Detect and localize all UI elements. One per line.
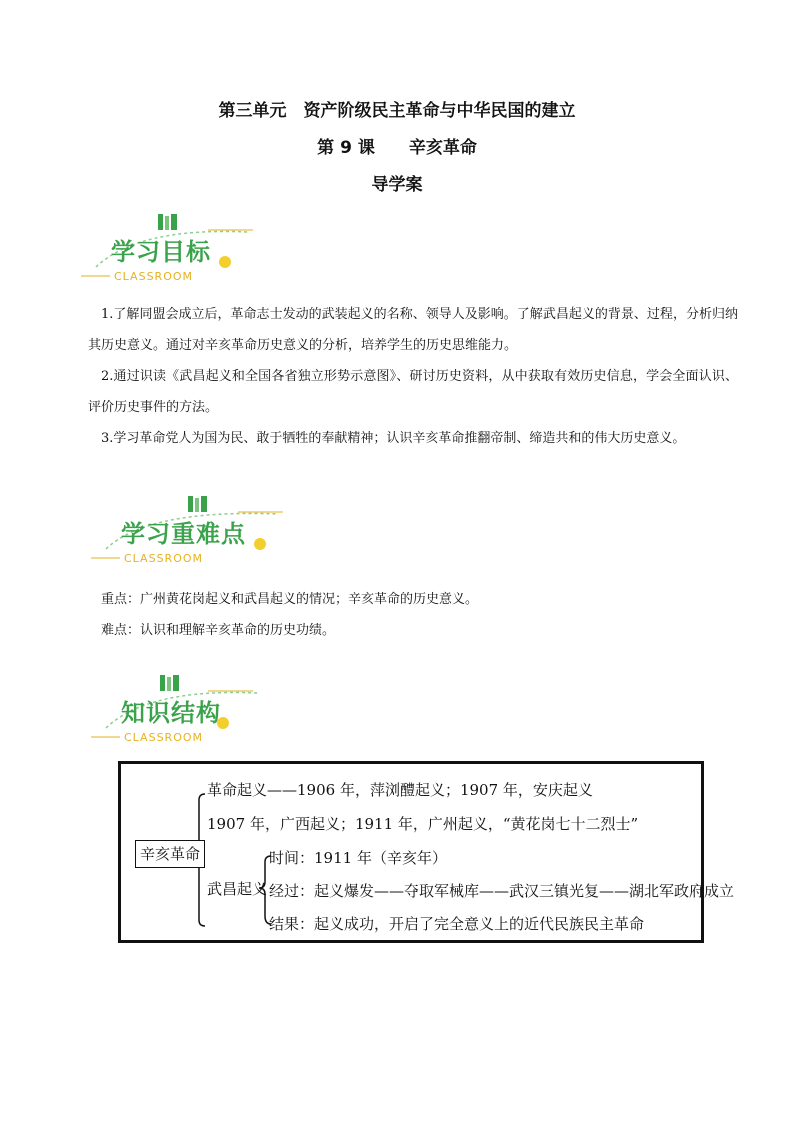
section-subtitle: CLASSROOM [114,270,194,283]
key-point-difficulty: 难点：认识和理解辛亥革命的历史功绩。 [101,623,336,638]
knowledge-structure-diagram [118,761,735,943]
section-title: 学习重难点 [121,520,246,548]
section-subtitle: CLASSROOM [124,731,204,744]
diagram-branch2-process: 经过：起义爆发——夺取军械库——武汉三镇光复——湖北军政府成立 [269,882,735,900]
diagram-branch2-time: 时间：1911 年（辛亥年） [269,849,447,867]
objectives-list [88,299,738,454]
section-heading-objectives [78,212,278,282]
diagram-branch1-line1: 革命起义——1906 年，萍浏醴起义；1907 年，安庆起义 [207,781,593,799]
objective-item: 1.了解同盟会成立后，革命志士发动的武装起义的名称、领导人及影响。了解武昌起义的背景、过程，分析归纳其历史意义。通过对辛亥革命历史意义的分析，培养学生的历史思维能力。 [88,307,738,353]
section-subtitle: CLASSROOM [124,552,204,565]
unit-title: 第三单元 资产阶级民主革命与中华民国的建立 [218,101,576,121]
diagram-branch2-result: 结果：起义成功，开启了完全意义上的近代民族民主革命 [269,915,645,933]
diagram-root: 辛亥革命 [135,840,205,868]
section-heading-structure [88,673,288,743]
diagram-branch2-label: 武昌起义 [207,880,268,898]
section-title: 知识结构 [121,699,221,727]
key-points-text [88,584,738,646]
section-heading-key-points [88,494,308,564]
objective-item: 2.通过识读《武昌起义和全国各省独立形势示意图》、研讨历史资料，从中获取有效历史信息，学会全面认识、评价历史事件的方法。 [88,369,738,415]
diagram-branch1-line2: 1907 年，广西起义；1911 年，广州起义，“黄花岗七十二烈士” [207,815,639,833]
doc-type: 导学案 [371,175,423,195]
key-point-focus: 重点：广州黄花岗起义和武昌起义的情况；辛亥革命的历史意义。 [101,592,479,607]
objective-item: 3.学习革命党人为国为民、敢于牺牲的奉献精神；认识辛亥革命推翻帝制、缔造共和的伟大历史意义。 [101,431,686,446]
section-title: 学习目标 [111,238,211,266]
lesson-title: 第 9 课 辛亥革命 [317,138,477,158]
